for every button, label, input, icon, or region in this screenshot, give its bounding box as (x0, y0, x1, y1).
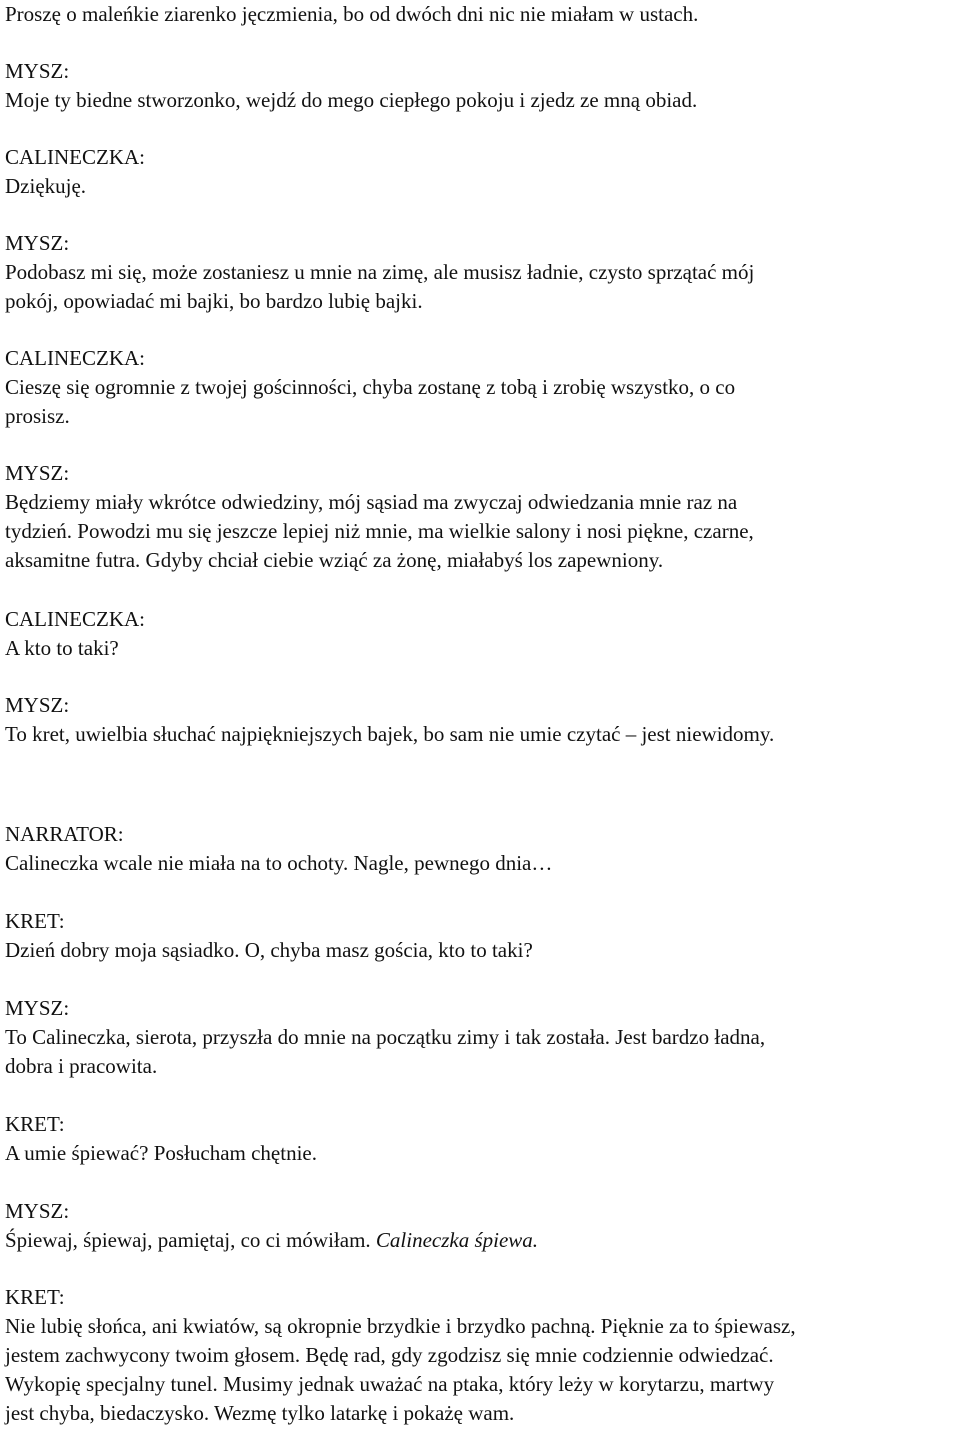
text-line: Będziemy miały wkrótce odwiedziny, mój sąsiad ma zwyczaj odwiedzania mnie raz na (5, 490, 738, 514)
text-line: tydzień. Powodzi mu się jeszcze lepiej niż mnie, ma wielkie salony i nosi piękne, czarne, (5, 519, 754, 543)
dialogue-block (5, 1110, 957, 1168)
text-line: To kret, uwielbia słuchać najpiękniejszych bajek, bo sam nie umie czytać – jest niewidomy. (5, 722, 775, 746)
speaker-label: KRET: (5, 1285, 65, 1309)
text-line: Proszę o maleńkie ziarenko jęczmienia, bo od dwóch dni nic nie miałam w ustach. (5, 2, 699, 26)
text-line: aksamitne futra. Gdyby chciał ciebie wziąć za żonę, miałabyś los zapewniony. (5, 548, 664, 572)
dialogue-block (5, 994, 957, 1081)
text-line: Cieszę się ogromnie z twojej gościnności, chyba zostanę z tobą i zrobię wszystko, o co (5, 375, 736, 399)
speaker-label: CALINECZKA: (5, 607, 145, 631)
text-line: Dzień dobry moja sąsiadko. O, chyba masz gościa, kto to taki? (5, 938, 533, 962)
speaker-label: MYSZ: (5, 59, 70, 83)
text-line: prosisz. (5, 404, 70, 428)
text-line: Podobasz mi się, może zostaniesz u mnie na zimę, ale musisz ładnie, czysto sprzątać mój (5, 260, 755, 284)
speaker-label: KRET: (5, 909, 65, 933)
speaker-label: NARRATOR: (5, 822, 124, 846)
text-segment: Śpiewaj, śpiewaj, pamiętaj, co ci mówiłam. (5, 1228, 376, 1252)
dialogue-block (5, 229, 957, 316)
speaker-label: KRET: (5, 1112, 65, 1136)
text-line: A umie śpiewać? Posłucham chętnie. (5, 1141, 317, 1165)
text-line: A kto to taki? (5, 636, 119, 660)
speaker-label: MYSZ: (5, 231, 70, 255)
dialogue-block (5, 691, 957, 749)
speaker-label: MYSZ: (5, 461, 70, 485)
text-line: dobra i pracowita. (5, 1054, 158, 1078)
dialogue-block (5, 907, 957, 965)
text-line: Calineczka wcale nie miała na to ochoty. Nagle, pewnego dnia… (5, 851, 553, 875)
text-line: Dziękuję. (5, 174, 87, 198)
speaker-label: CALINECZKA: (5, 346, 145, 370)
text-line: To Calineczka, sierota, przyszła do mnie na początku zimy i tak została. Jest bardzo ładna, (5, 1025, 766, 1049)
dialogue-block (5, 143, 957, 201)
text-line: jestem zachwycony twoim głosem. Będę rad, gdy zgodzisz się mnie codziennie odwiedzać. (5, 1343, 774, 1367)
speaker-label: CALINECZKA: (5, 145, 145, 169)
speaker-label: MYSZ: (5, 996, 70, 1020)
speaker-label: MYSZ: (5, 693, 70, 717)
dialogue-block (5, 57, 957, 115)
text-line (5, 1226, 957, 1255)
dialogue-block (5, 344, 957, 431)
dialogue-block (5, 605, 957, 663)
dialogue-block (5, 459, 957, 575)
speaker-label: MYSZ: (5, 1199, 70, 1223)
dialogue-block (5, 820, 957, 878)
stage-direction: Calineczka śpiewa. (375, 1228, 539, 1252)
text-line: Moje ty biedne stworzonko, wejdź do mego ciepłego pokoju i zjedz ze mną obiad. (5, 88, 698, 112)
text-line: jest chyba, biedaczysko. Wezmę tylko latarkę i pokażę wam. (5, 1401, 515, 1425)
text-line: Nie lubię słońca, ani kwiatów, są okropnie brzydkie i brzydko pachną. Pięknie za to śpiewasz, (5, 1314, 796, 1338)
dialogue-block (5, 1283, 957, 1428)
text-line: pokój, opowiadać mi bajki, bo bardzo lubię bajki. (5, 289, 423, 313)
text-line: Wykopię specjalny tunel. Musimy jednak uważać na ptaka, który leży w korytarzu, martwy (5, 1372, 775, 1396)
dialogue-block (5, 1197, 957, 1255)
dialogue-block (5, 0, 957, 29)
